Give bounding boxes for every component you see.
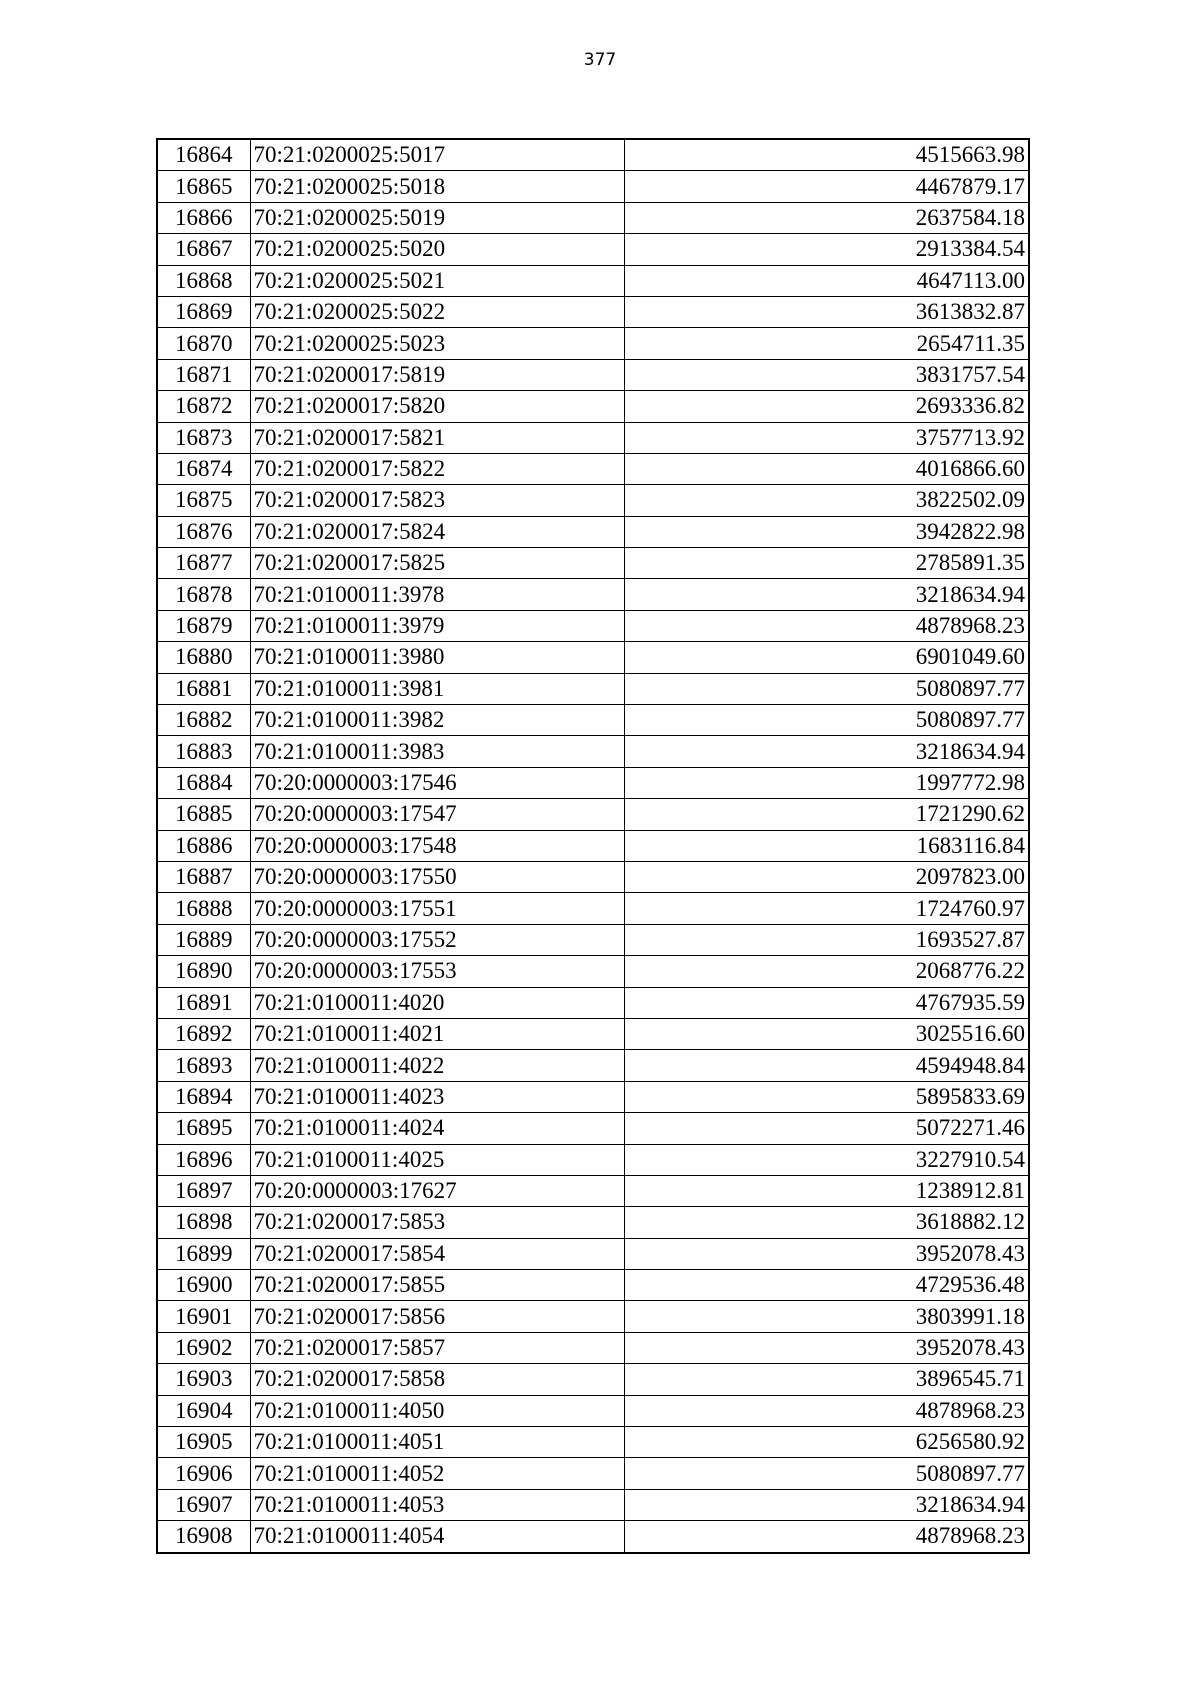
row-number-cell: 16900 — [157, 1270, 250, 1301]
row-number-cell: 16904 — [157, 1395, 250, 1426]
cadastral-number-cell: 70:21:0200025:5019 — [250, 202, 624, 233]
cadastral-number-cell: 70:21:0100011:3981 — [250, 673, 624, 704]
table-row — [157, 956, 1029, 987]
table-row — [157, 705, 1029, 736]
table-row — [157, 1113, 1029, 1144]
row-number-cell: 16888 — [157, 893, 250, 924]
cadastral-value-cell: 6901049.60 — [624, 642, 1029, 673]
cadastral-value-cell: 4016866.60 — [624, 453, 1029, 484]
row-number-cell: 16883 — [157, 736, 250, 767]
table-row — [157, 1458, 1029, 1489]
row-number-cell: 16898 — [157, 1207, 250, 1238]
row-number-cell: 16871 — [157, 359, 250, 390]
table-row — [157, 1364, 1029, 1395]
table-row — [157, 1144, 1029, 1175]
table-row — [157, 485, 1029, 516]
cadastral-number-cell: 70:21:0200017:5855 — [250, 1270, 624, 1301]
row-number-cell: 16867 — [157, 234, 250, 265]
cadastral-number-cell: 70:21:0200017:5825 — [250, 548, 624, 579]
cadastral-value-cell: 5072271.46 — [624, 1113, 1029, 1144]
row-number-cell: 16882 — [157, 705, 250, 736]
table-row — [157, 736, 1029, 767]
cadastral-value-cell: 3896545.71 — [624, 1364, 1029, 1395]
cadastral-number-cell: 70:20:0000003:17553 — [250, 956, 624, 987]
cadastral-value-cell: 2097823.00 — [624, 861, 1029, 892]
row-number-cell: 16875 — [157, 485, 250, 516]
cadastral-number-cell: 70:21:0200017:5824 — [250, 516, 624, 547]
table-row — [157, 579, 1029, 610]
cadastral-value-cell: 4647113.00 — [624, 265, 1029, 296]
row-number-cell: 16892 — [157, 1018, 250, 1049]
cadastral-value-cell: 4467879.17 — [624, 171, 1029, 202]
cadastral-number-cell: 70:21:0200017:5858 — [250, 1364, 624, 1395]
row-number-cell: 16901 — [157, 1301, 250, 1332]
row-number-cell: 16878 — [157, 579, 250, 610]
cadastral-number-cell: 70:21:0100011:4050 — [250, 1395, 624, 1426]
cadastral-value-cell: 1997772.98 — [624, 767, 1029, 798]
table-row — [157, 1081, 1029, 1112]
cadastral-value-cell: 3218634.94 — [624, 736, 1029, 767]
cadastral-value-cell: 4878968.23 — [624, 610, 1029, 641]
cadastral-number-cell: 70:21:0100011:3979 — [250, 610, 624, 641]
cadastral-number-cell: 70:21:0200025:5022 — [250, 296, 624, 327]
row-number-cell: 16894 — [157, 1081, 250, 1112]
row-number-cell: 16899 — [157, 1238, 250, 1269]
row-number-cell: 16908 — [157, 1521, 250, 1553]
cadastral-value-cell: 1721290.62 — [624, 799, 1029, 830]
row-number-cell: 16897 — [157, 1175, 250, 1206]
row-number-cell: 16874 — [157, 453, 250, 484]
row-number-cell: 16880 — [157, 642, 250, 673]
cadastral-value-cell: 3831757.54 — [624, 359, 1029, 390]
cadastral-number-cell: 70:20:0000003:17550 — [250, 861, 624, 892]
cadastral-value-cell: 5080897.77 — [624, 705, 1029, 736]
cadastral-number-cell: 70:21:0100011:4023 — [250, 1081, 624, 1112]
table-row — [157, 516, 1029, 547]
cadastral-number-cell: 70:20:0000003:17551 — [250, 893, 624, 924]
table-row — [157, 830, 1029, 861]
table-row — [157, 234, 1029, 265]
cadastral-number-cell: 70:21:0100011:4051 — [250, 1427, 624, 1458]
cadastral-value-cell: 5080897.77 — [624, 1458, 1029, 1489]
row-number-cell: 16869 — [157, 296, 250, 327]
row-number-cell: 16876 — [157, 516, 250, 547]
table-row — [157, 139, 1029, 171]
cadastral-number-cell: 70:20:0000003:17552 — [250, 924, 624, 955]
table-row — [157, 767, 1029, 798]
cadastral-number-cell: 70:21:0100011:4053 — [250, 1489, 624, 1520]
cadastral-value-cell: 1238912.81 — [624, 1175, 1029, 1206]
row-number-cell: 16890 — [157, 956, 250, 987]
cadastral-number-cell: 70:21:0100011:3978 — [250, 579, 624, 610]
row-number-cell: 16886 — [157, 830, 250, 861]
cadastral-value-cell: 3952078.43 — [624, 1238, 1029, 1269]
row-number-cell: 16902 — [157, 1332, 250, 1363]
cadastral-value-cell: 4767935.59 — [624, 987, 1029, 1018]
cadastral-value-cell: 3218634.94 — [624, 1489, 1029, 1520]
cadastral-number-cell: 70:21:0200017:5856 — [250, 1301, 624, 1332]
cadastral-number-cell: 70:21:0100011:4024 — [250, 1113, 624, 1144]
row-number-cell: 16907 — [157, 1489, 250, 1520]
table-row — [157, 328, 1029, 359]
cadastral-value-cell: 6256580.92 — [624, 1427, 1029, 1458]
table-row — [157, 1301, 1029, 1332]
row-number-cell: 16866 — [157, 202, 250, 233]
table-row — [157, 1332, 1029, 1363]
cadastral-value-cell: 4878968.23 — [624, 1395, 1029, 1426]
cadastral-value-cell: 2913384.54 — [624, 234, 1029, 265]
cadastral-number-cell: 70:21:0100011:4052 — [250, 1458, 624, 1489]
cadastral-number-cell: 70:20:0000003:17546 — [250, 767, 624, 798]
cadastral-value-table — [156, 138, 1030, 1554]
cadastral-number-cell: 70:21:0200017:5820 — [250, 391, 624, 422]
cadastral-number-cell: 70:21:0100011:3982 — [250, 705, 624, 736]
cadastral-number-cell: 70:20:0000003:17547 — [250, 799, 624, 830]
cadastral-value-cell: 3757713.92 — [624, 422, 1029, 453]
table-row — [157, 893, 1029, 924]
cadastral-value-cell: 4878968.23 — [624, 1521, 1029, 1553]
table-row — [157, 171, 1029, 202]
cadastral-value-cell: 2693336.82 — [624, 391, 1029, 422]
cadastral-value-cell: 2637584.18 — [624, 202, 1029, 233]
cadastral-number-cell: 70:21:0200017:5853 — [250, 1207, 624, 1238]
cadastral-value-cell: 2068776.22 — [624, 956, 1029, 987]
row-number-cell: 16868 — [157, 265, 250, 296]
cadastral-value-cell: 3618882.12 — [624, 1207, 1029, 1238]
row-number-cell: 16887 — [157, 861, 250, 892]
cadastral-value-cell: 1683116.84 — [624, 830, 1029, 861]
table-row — [157, 453, 1029, 484]
table-row — [157, 610, 1029, 641]
cadastral-value-cell: 5895833.69 — [624, 1081, 1029, 1112]
table-row — [157, 1207, 1029, 1238]
cadastral-number-cell: 70:21:0100011:3980 — [250, 642, 624, 673]
table-row — [157, 548, 1029, 579]
cadastral-number-cell: 70:21:0100011:3983 — [250, 736, 624, 767]
row-number-cell: 16906 — [157, 1458, 250, 1489]
cadastral-value-cell: 3822502.09 — [624, 485, 1029, 516]
table-row — [157, 422, 1029, 453]
cadastral-value-cell: 2654711.35 — [624, 328, 1029, 359]
cadastral-number-cell: 70:21:0100011:4022 — [250, 1050, 624, 1081]
table-row — [157, 861, 1029, 892]
cadastral-number-cell: 70:21:0200025:5020 — [250, 234, 624, 265]
cadastral-value-cell: 4515663.98 — [624, 139, 1029, 171]
page-number: 377 — [583, 50, 617, 70]
row-number-cell: 16895 — [157, 1113, 250, 1144]
cadastral-value-cell: 1724760.97 — [624, 893, 1029, 924]
table-row — [157, 987, 1029, 1018]
table-row — [157, 1489, 1029, 1520]
table-row — [157, 1427, 1029, 1458]
row-number-cell: 16879 — [157, 610, 250, 641]
cadastral-value-cell: 1693527.87 — [624, 924, 1029, 955]
row-number-cell: 16881 — [157, 673, 250, 704]
table-row — [157, 1270, 1029, 1301]
cadastral-number-cell: 70:21:0200017:5822 — [250, 453, 624, 484]
table-row — [157, 799, 1029, 830]
table-body — [157, 139, 1029, 1553]
cadastral-value-cell: 2785891.35 — [624, 548, 1029, 579]
table-row — [157, 1018, 1029, 1049]
row-number-cell: 16884 — [157, 767, 250, 798]
table-row — [157, 391, 1029, 422]
row-number-cell: 16905 — [157, 1427, 250, 1458]
table-row — [157, 673, 1029, 704]
row-number-cell: 16889 — [157, 924, 250, 955]
table-row — [157, 1050, 1029, 1081]
cadastral-number-cell: 70:21:0100011:4054 — [250, 1521, 624, 1553]
cadastral-number-cell: 70:21:0200017:5821 — [250, 422, 624, 453]
cadastral-number-cell: 70:21:0100011:4025 — [250, 1144, 624, 1175]
row-number-cell: 16891 — [157, 987, 250, 1018]
row-number-cell: 16903 — [157, 1364, 250, 1395]
row-number-cell: 16896 — [157, 1144, 250, 1175]
cadastral-number-cell: 70:21:0200017:5854 — [250, 1238, 624, 1269]
table-row — [157, 1521, 1029, 1553]
cadastral-number-cell: 70:21:0200025:5017 — [250, 139, 624, 171]
cadastral-value-cell: 3803991.18 — [624, 1301, 1029, 1332]
row-number-cell: 16893 — [157, 1050, 250, 1081]
cadastral-number-cell: 70:21:0200017:5857 — [250, 1332, 624, 1363]
cadastral-value-cell: 4729536.48 — [624, 1270, 1029, 1301]
table-row — [157, 202, 1029, 233]
row-number-cell: 16864 — [157, 139, 250, 171]
row-number-cell: 16885 — [157, 799, 250, 830]
cadastral-value-cell: 5080897.77 — [624, 673, 1029, 704]
cadastral-value-cell: 4594948.84 — [624, 1050, 1029, 1081]
table-row — [157, 296, 1029, 327]
table-row — [157, 1175, 1029, 1206]
cadastral-number-cell: 70:20:0000003:17627 — [250, 1175, 624, 1206]
row-number-cell: 16873 — [157, 422, 250, 453]
cadastral-number-cell: 70:21:0200025:5018 — [250, 171, 624, 202]
table-row — [157, 359, 1029, 390]
cadastral-number-cell: 70:21:0200025:5023 — [250, 328, 624, 359]
cadastral-number-cell: 70:21:0100011:4020 — [250, 987, 624, 1018]
row-number-cell: 16872 — [157, 391, 250, 422]
table-row — [157, 642, 1029, 673]
row-number-cell: 16870 — [157, 328, 250, 359]
cadastral-value-cell: 3227910.54 — [624, 1144, 1029, 1175]
cadastral-number-cell: 70:21:0200017:5823 — [250, 485, 624, 516]
table-row — [157, 924, 1029, 955]
cadastral-number-cell: 70:21:0200025:5021 — [250, 265, 624, 296]
table-row — [157, 1238, 1029, 1269]
cadastral-value-cell: 3025516.60 — [624, 1018, 1029, 1049]
cadastral-value-cell: 3952078.43 — [624, 1332, 1029, 1363]
cadastral-number-cell: 70:20:0000003:17548 — [250, 830, 624, 861]
cadastral-value-cell: 3942822.98 — [624, 516, 1029, 547]
table-row — [157, 265, 1029, 296]
cadastral-number-cell: 70:21:0100011:4021 — [250, 1018, 624, 1049]
cadastral-value-cell: 3613832.87 — [624, 296, 1029, 327]
table-row — [157, 1395, 1029, 1426]
cadastral-number-cell: 70:21:0200017:5819 — [250, 359, 624, 390]
row-number-cell: 16865 — [157, 171, 250, 202]
row-number-cell: 16877 — [157, 548, 250, 579]
cadastral-value-cell: 3218634.94 — [624, 579, 1029, 610]
